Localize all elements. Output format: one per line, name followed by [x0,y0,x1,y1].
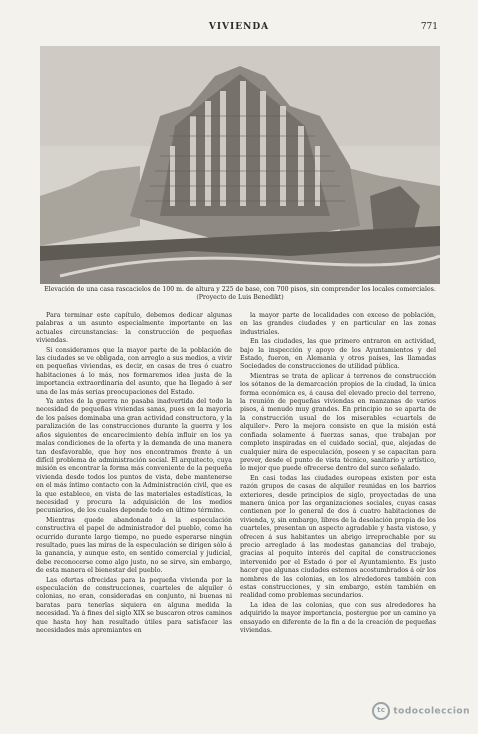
skyscraper-drawing [40,46,440,284]
paragraph: la mayor parte de localidades con exceso de población, en las grandes ciudades y en particular en las zonas industriales. [240,312,436,336]
paragraph: La idea de las colonias, que con sus alrededores ha adquirido la mayor importancia, postergue por un camino ya ensayado en diferente de la fin a de la creación de pequeñas viviendas. [240,601,436,635]
running-title: VIVIENDA [208,22,270,32]
paragraph: Para terminar este capítulo, debemos dedicar algunas palabras a un asunto especialmente importante en las actuales circunstancias: la construcción de pequeñas viviendas. [36,312,232,345]
paragraph: Las ofertas ofrecidas para la pequeña vivienda por la especulación de construcciones, cuarteles de alquiler ó colonias, no eran, consideradas en conjunto, ni buenas ni baratas para tenerlas siquiera en alguna medida la necesidad. Ya á fines del siglo XIX se buscaron otros caminos que hasta hoy han resultado útiles para satisfacer las necesidades más apremiantes en [36,576,232,635]
page-number: 771 [420,22,438,32]
page-header [40,22,438,36]
watermark [372,702,470,720]
left-text-column [36,312,232,636]
figure-caption: Elevación de una casa rascacielos de 100 m. de altura y 225 de base, con 700 pisos, sin comprender los locales comerciales. (Proyecto de Luis Benedikt) [44,286,436,301]
paragraph: En las ciudades, las que primero entraron en actividad, bajo la inspección y apoyo de los Ayuntamientos y del Estado, fueron, en Alemania y otros países, las llamadas Sociedades de construcciones de utilidad pública. [240,338,436,371]
skyscraper-illustration [40,46,440,284]
right-text-column [240,312,436,636]
paragraph: En casi todas las ciudades europeas existen por esta razón grupos de casas de alquiler reunidas en los barrios exteriores, desde principios de siglo, proyectadas de una manera única por las organizaciones sociales, cuyas casas contienen por lo general de dos á cuatro habitaciones de vivienda, y, sin embargo, libres de la desolación propia de los cuarteles, presentan un aspecto agradable y hasta vistoso, y ofrecen á sus habitantes un abrigo irreprochable por su precio arreglado á las modestas ganancias del trabajo, gracias al poquito interés del capital de construcciones intervenido por el Estado ó por el Ayuntamiento. Es justo hacer que algunas ciudades estemos acostumbrados á oír los nombres de las colonias, en los alrededores también con estas construcciones, y sin embargo, estén también en realidad como problemas secundarios. [240,474,436,600]
paragraph: Ya antes de la guerra no pasaba inadvertida del todo la necesidad de pequeñas viviendas sanas, pues en la mayoría de los países dominaba una gran actividad constructora, y la paralización de las construcciones durante la guerra y los años siguientes de encarecimiento debía influir en los ya malas condiciones de la oferta y la demanda de una manera tan desfavorable, que hoy nos encontramos frente á un difícil problema de administración social. El arquitecto, cuya misión es encontrar la forma más conveniente de la pequeña vivienda desde todos los puntos de vista, debe mantenerse en el más íntimo contacto con la Administración civil, que es la que establece, en vista de las materiales estadísticas, la necesidad y procura la adquisición de los medios pecuniarios, de los cuales depende todo en último término. [36,398,232,515]
paragraph: Mientras se trata de aplicar á terrenos de construcción los sótanos de la demarcación propios de la ciudad, la única forma económica es, á causa del elevado precio del terreno, la reunión de pequeñas viviendas en manzanas de varios pisos, á menudo muy grandes. En principio no se aparta de la construcción usual de los miserables «cuartels de alquiler». Pero la mejora consiste en que la misión está confiada solamente á fuerzas sanas, que trabajan por completo inspiradas en el cuidado social, que, alejadas de cualquier mira de especulación, poseen y se capacitan para prever, desde el punto de vista técnico, sanitario y artístico, lo mejor que puede ofrecerse dentro del surco señalado. [240,372,436,473]
watermark-text: todocoleccion [393,706,470,717]
paragraph: Si consideramos que la mayor parte de la población de las ciudades se ve obligada, con arreglo a sus medios, a vivir en pequeñas viviendas, es decir, en casas de tres ó cuatro habitaciones á lo más, nos formaremos idea justa de la importancia extraordinaria del asunto, que ha llegado á ser una de las más serias preocupaciones del Estado. [36,346,232,396]
watermark-badge-icon: tc [372,702,390,720]
paragraph: Mientras quede abandonado á la especulación constructiva el papel de administrador del pueblo, como ha ocurrido durante largo tiempo, no puede esperarse ningún resultado, pues las miras de la especulación se dirigen sólo á la ganancia, y aunque esto, en sentido comercial y judicial, debe reconocerse como algo justo, no se sirve, sin embargo, de esta manera el bienestar del pueblo. [36,516,232,575]
